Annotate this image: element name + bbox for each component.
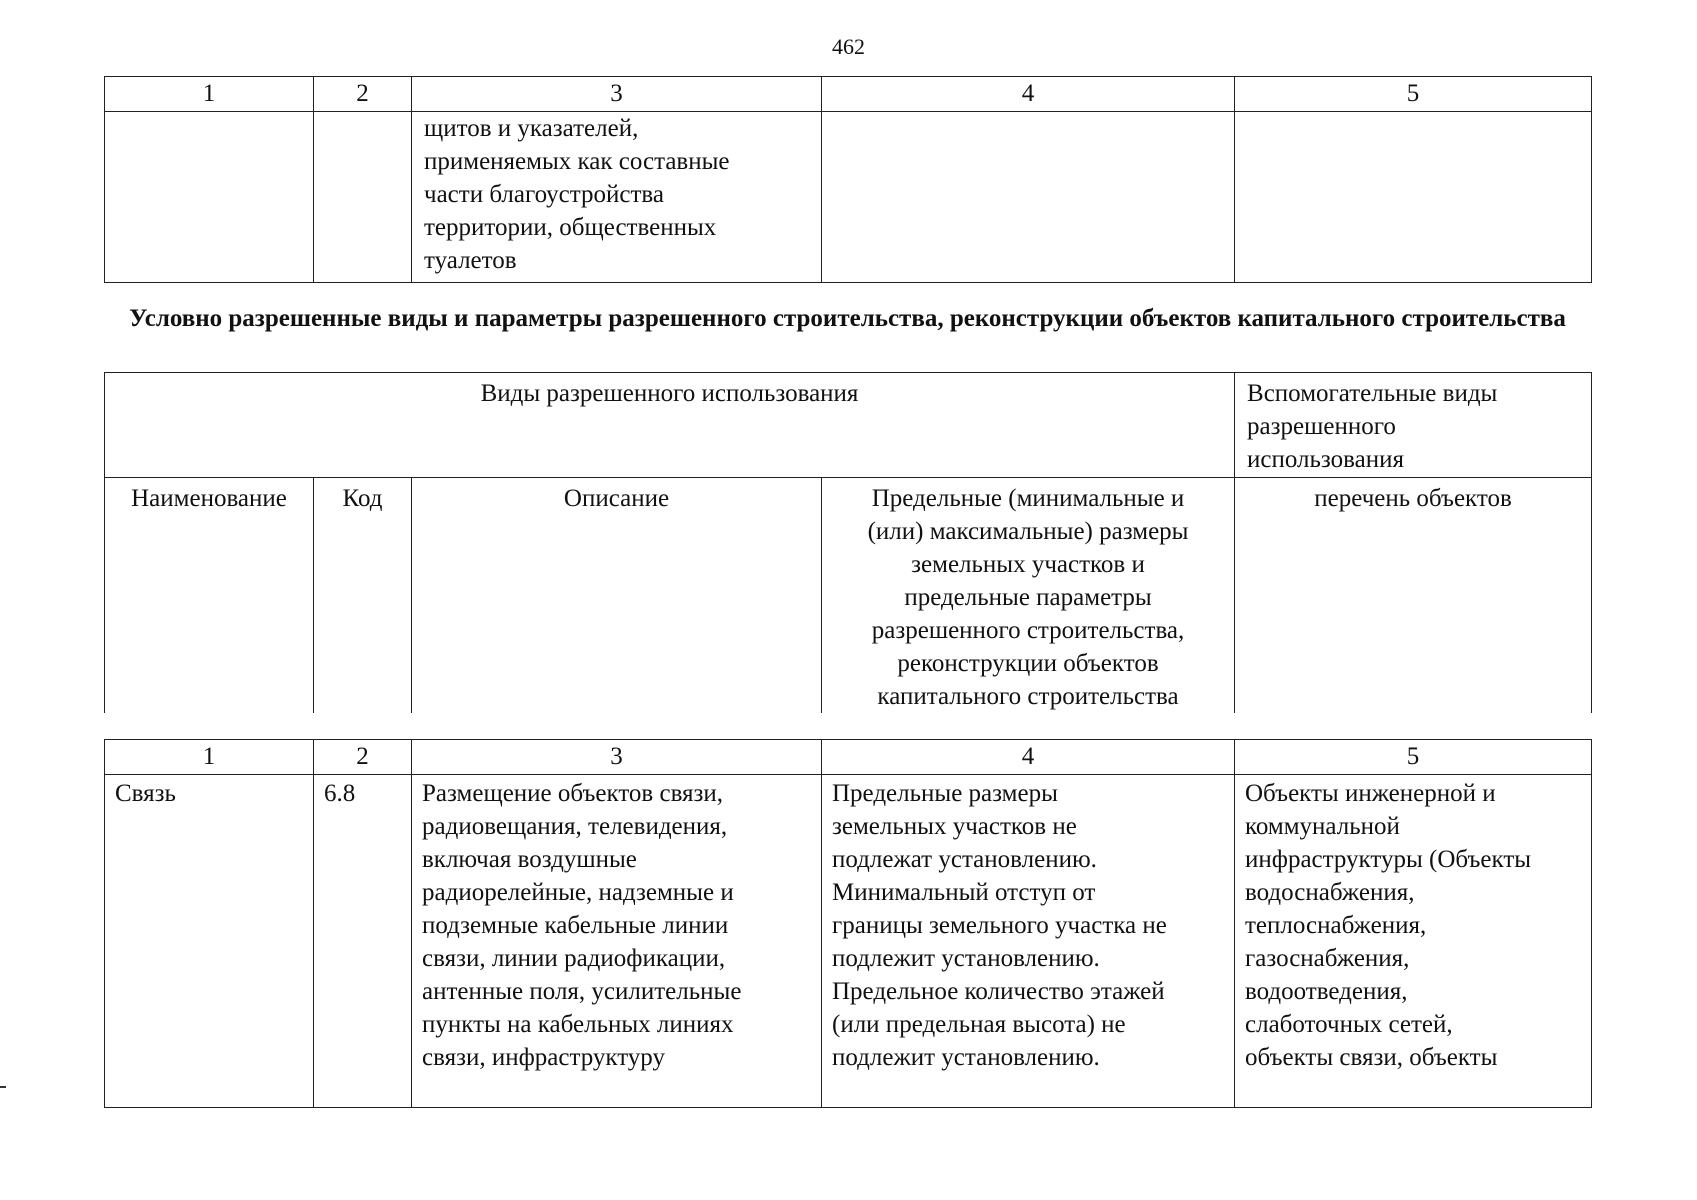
cell-name: Связь: [105, 775, 314, 1108]
cell-code: [314, 112, 412, 283]
column-header-name: Наименование: [105, 478, 314, 714]
table-row: [105, 775, 1592, 1108]
header-table: [104, 372, 1592, 713]
column-number: 1: [105, 77, 314, 112]
column-header-objects: перечень объектов: [1235, 478, 1592, 714]
column-number: 2: [314, 740, 412, 775]
group-header-auxiliary: Вспомогательные виды разрешенного использования: [1235, 373, 1592, 478]
group-header-main: Виды разрешенного использования: [105, 373, 1235, 478]
cell-parameters: Предельные размеры земельных участков не подлежат установлению. Минимальный отступ от границы земельного участка не подлежит установлению. Предельное количество этажей (или предельная высота) не подлежит установлению.: [822, 775, 1235, 1108]
cell-auxiliary: Объекты инженерной и коммунальной инфраструктуры (Объекты водоснабжения, теплоснабжения, газоснабжения, водоотведения, слаботочных сетей, объекты связи, объекты: [1235, 775, 1592, 1108]
column-number: 5: [1235, 77, 1592, 112]
column-header-description: Описание: [412, 478, 822, 714]
section-heading: Условно разрешенные виды и параметры разрешенного строительства, реконструкции объектов капитального строительства: [129, 305, 1566, 332]
column-number: 4: [822, 740, 1235, 775]
column-header-parameters: Предельные (минимальные и (или) максимальные) размеры земельных участков и предельные параметры разрешенного строительства, реконструкции объектов капитального строительства: [822, 478, 1235, 714]
column-number: 2: [314, 77, 412, 112]
column-header-row: [105, 478, 1592, 714]
table-row: [105, 112, 1592, 283]
column-number: 1: [105, 740, 314, 775]
column-number-row: [105, 77, 1592, 112]
column-number: 3: [412, 740, 822, 775]
scan-edge-mark: [0, 1086, 6, 1088]
column-header-code: Код: [314, 478, 412, 714]
data-table: [104, 739, 1592, 1108]
cell-name: [105, 112, 314, 283]
page-number: 462: [832, 34, 865, 59]
header-group-row: [105, 373, 1592, 478]
cell-parameters: [822, 112, 1235, 283]
column-number: 4: [822, 77, 1235, 112]
column-number: 5: [1235, 740, 1592, 775]
continued-table: [104, 76, 1592, 283]
column-number: 3: [412, 77, 822, 112]
cell-description: щитов и указателей, применяемых как составные части благоустройства территории, общественных туалетов: [412, 112, 822, 283]
column-number-row: [105, 740, 1592, 775]
cell-auxiliary: [1235, 112, 1592, 283]
cell-description: Размещение объектов связи, радиовещания, телевидения, включая воздушные радиорелейные, надземные и подземные кабельные линии связи, линии радиофикации, антенные поля, усилительные пункты на кабельных линиях связи, инфраструктуру: [412, 775, 822, 1108]
cell-code: 6.8: [314, 775, 412, 1108]
